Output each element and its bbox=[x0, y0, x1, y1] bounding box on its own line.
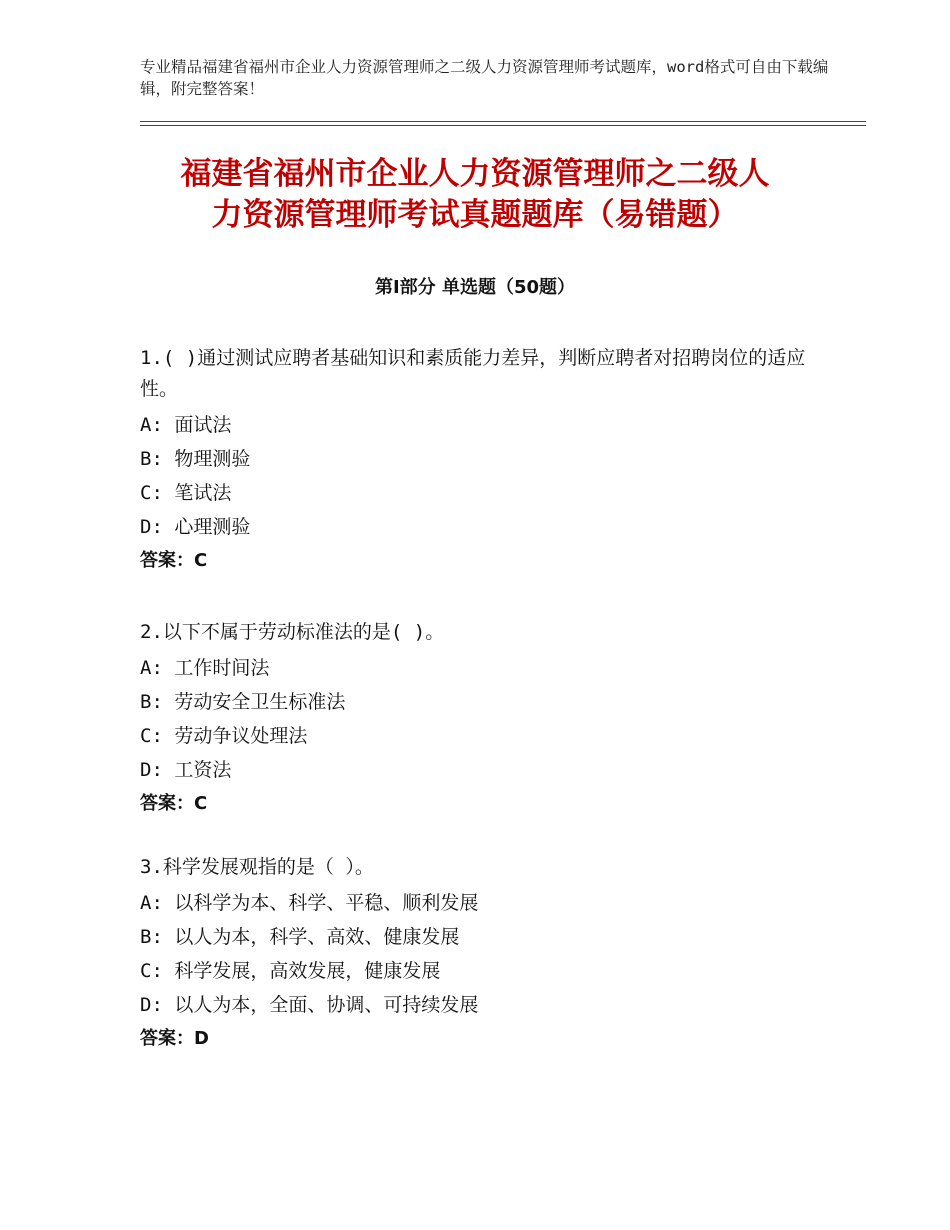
option-c: C: 劳动争议处理法 bbox=[140, 725, 308, 747]
option-b: B: 以人为本，科学、高效、健康发展 bbox=[140, 926, 460, 948]
question-stem: 2.以下不属于劳动标准法的是( )。 bbox=[140, 621, 445, 643]
answer: 答案：C bbox=[140, 793, 208, 814]
option-d: D: 以人为本，全面、协调、可持续发展 bbox=[140, 994, 479, 1016]
option-d: D: 工资法 bbox=[140, 759, 232, 781]
question-2 bbox=[140, 617, 840, 821]
question-stem: 1.( )通过测试应聘者基础知识和素质能力差异，判断应聘者对招聘岗位的适应性。 bbox=[140, 347, 806, 400]
option-a: A: 工作时间法 bbox=[140, 657, 270, 679]
answer: 答案：D bbox=[140, 1028, 209, 1049]
section-title: 第Ⅰ部分 单选题（50题） bbox=[374, 277, 575, 298]
header-divider-bottom bbox=[140, 125, 866, 126]
option-b: B: 物理测验 bbox=[140, 448, 251, 470]
header-divider-top bbox=[140, 121, 866, 122]
option-d: D: 心理测验 bbox=[140, 516, 251, 538]
option-c: C: 科学发展，高效发展，健康发展 bbox=[140, 960, 441, 982]
document-title-line-2: 力资源管理师考试真题题库（易错题） bbox=[211, 197, 739, 233]
question-1 bbox=[140, 343, 840, 578]
option-a: A: 以科学为本、科学、平稳、顺利发展 bbox=[140, 892, 479, 914]
document-title bbox=[0, 154, 950, 236]
answer: 答案：C bbox=[140, 550, 208, 571]
option-a: A: 面试法 bbox=[140, 414, 232, 436]
option-b: B: 劳动安全卫生标准法 bbox=[140, 691, 346, 713]
document-title-line-1: 福建省福州市企业人力资源管理师之二级人 bbox=[180, 156, 770, 192]
header-note: 专业精品福建省福州市企业人力资源管理师之二级人力资源管理师考试题库，word格式可自由下载编辑，附完整答案！ bbox=[140, 58, 829, 98]
question-3 bbox=[140, 852, 840, 1056]
option-c: C: 笔试法 bbox=[140, 482, 232, 504]
question-stem: 3.科学发展观指的是（ ）。 bbox=[140, 856, 374, 878]
